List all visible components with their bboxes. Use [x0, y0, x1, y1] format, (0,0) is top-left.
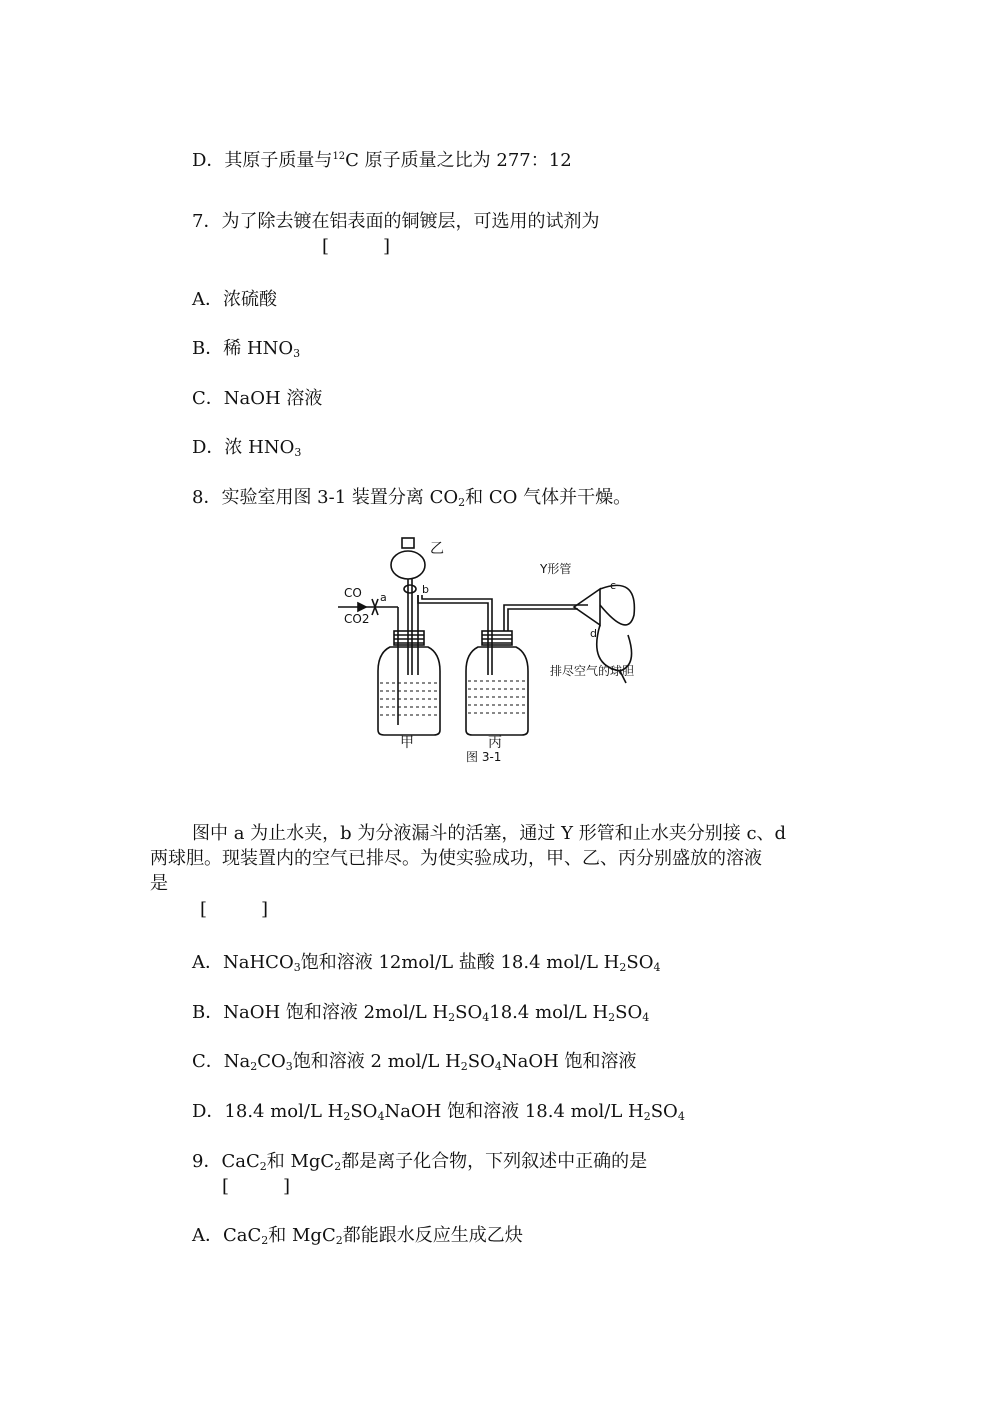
q7-optd-sub: 3 [294, 446, 302, 459]
q9-opta-s1: 2 [261, 1234, 269, 1247]
label-jia: 甲 [400, 735, 414, 751]
q8-optd-s4: 4 [677, 1110, 685, 1123]
q8-optd-t4: SO [650, 1101, 678, 1122]
stopcock-b [404, 585, 416, 593]
q8-option-d [192, 1100, 685, 1129]
q8-optc-t3: 饱和溶液 2 mol/L H [292, 1051, 461, 1072]
q8-optb-t4: SO [615, 1002, 643, 1023]
q9-stem-s1: 2 [259, 1160, 267, 1173]
q8-option-a [192, 951, 660, 980]
label-c: c [610, 579, 617, 592]
q6-optd-text2: C 原子质量之比为 277：12 [345, 150, 572, 171]
label-bladder: 排尽空气的球胆 [550, 664, 635, 678]
q9-answer-bracket: [ ] [222, 1176, 291, 1197]
q8-optb-t3: 18.4 mol/L H [489, 1002, 609, 1023]
q7-option-c: C．NaOH 溶液 [192, 388, 323, 409]
q8-desc-line3: 是 [150, 873, 168, 894]
q9-opta-t2: 和 MgC [268, 1225, 336, 1246]
q6-optd-sup: 12 [332, 151, 346, 162]
q8-optb-s1: 2 [448, 1011, 456, 1024]
q7-option-a: A．浓硫酸 [192, 289, 277, 310]
q8-optc-t5: NaOH 饱和溶液 [501, 1051, 637, 1072]
q8-stem-sub: 2 [458, 496, 466, 509]
label-co: CO [344, 586, 362, 600]
q8-optd-t2: SO [350, 1101, 378, 1122]
q8-optc-t4: SO [467, 1051, 495, 1072]
q8-optd-s3: 2 [643, 1110, 651, 1123]
q8-desc-line1: 图中 a 为止水夹，b 为分液漏斗的活塞，通过 Y 形管和止水夹分别接 c、d [192, 823, 787, 844]
q8-opta-s1: 3 [293, 961, 301, 974]
q8-optb-s4: 4 [642, 1011, 650, 1024]
q8-option-b [192, 1001, 649, 1030]
bottle-bing [466, 647, 528, 735]
q8-opta-t3: SO [626, 952, 654, 973]
separatory-funnel [391, 551, 425, 579]
label-d: d [590, 627, 597, 640]
q8-optd-t3: NaOH 饱和溶液 18.4 mol/L H [384, 1101, 644, 1122]
y-tube [574, 589, 600, 625]
q7-stem: 7．为了除去镀在铝表面的铜镀层，可选用的试剂为 [192, 211, 600, 232]
q8-opta-t1: A．NaHCO [192, 952, 294, 973]
label-co2: CO2 [344, 612, 370, 626]
funnel-stopper [402, 538, 414, 548]
q8-stem-text: 8．实验室用图 3-1 装置分离 CO [192, 487, 459, 508]
q9-opta-t3: 都能跟水反应生成乙炔 [342, 1225, 523, 1246]
label-b: b [422, 583, 429, 596]
q8-optc-t1: C．Na [192, 1051, 251, 1072]
label-ytube: Y形管 [540, 562, 572, 576]
q6-option-d [192, 145, 572, 173]
q8-desc-line2: 两球胆。现装置内的空气已排尽。为使实验成功，甲、乙、丙分别盛放的溶液 [150, 848, 762, 869]
q8-opta-t2: 饱和溶液 12mol/L 盐酸 18.4 mol/L H [300, 952, 620, 973]
inlet-arrowhead [358, 603, 366, 611]
q8-opta-s2: 2 [619, 961, 627, 974]
q9-opta-s2: 2 [335, 1234, 343, 1247]
q8-stem-text2: 和 CO 气体并干燥。 [465, 487, 632, 508]
q8-optb-s3: 2 [608, 1011, 616, 1024]
q8-optd-s1: 2 [343, 1110, 351, 1123]
q9-stem-t1: 9．CaC [192, 1151, 260, 1172]
q8-stem [192, 486, 631, 515]
q8-optc-s4: 4 [494, 1060, 502, 1073]
q6-optd-text: D．其原子质量与 [192, 150, 333, 171]
figure-caption: 图 3-1 [466, 750, 502, 764]
q8-optd-t1: D．18.4 mol/L H [192, 1101, 344, 1122]
q9-stem-s2: 2 [334, 1160, 342, 1173]
q8-opta-s3: 4 [653, 961, 661, 974]
q8-optb-t1: B．NaOH 饱和溶液 2mol/L H [192, 1002, 449, 1023]
label-bing: 丙 [488, 735, 502, 751]
bladder-c [600, 585, 634, 625]
q9-opta-t1: A．CaC [192, 1225, 262, 1246]
q7-option-b [192, 337, 300, 366]
q7-option-d [192, 436, 301, 465]
q7-optb-text: B．稀 HNO [192, 338, 294, 359]
q8-optd-s2: 4 [377, 1110, 385, 1123]
label-a: a [380, 591, 387, 604]
q9-stem-t3: 都是离子化合物，下列叙述中正确的是 [341, 1151, 648, 1172]
q8-optb-s2: 4 [482, 1011, 490, 1024]
q7-optd-text: D．浓 HNO [192, 437, 295, 458]
q9-option-a [192, 1224, 523, 1253]
q8-optc-s3: 2 [460, 1060, 468, 1073]
q7-answer-bracket: [ ] [322, 236, 391, 257]
q8-optc-s2: 3 [285, 1060, 293, 1073]
apparatus-figure [338, 535, 660, 765]
label-yi: 乙 [430, 541, 444, 557]
q9-stem-t2: 和 MgC [266, 1151, 335, 1172]
q8-optb-t2: SO [455, 1002, 483, 1023]
q8-optc-t2: CO [257, 1051, 286, 1072]
q7-optb-sub: 3 [293, 347, 301, 360]
q8-answer-bracket: [ ] [200, 899, 269, 920]
q8-option-c [192, 1050, 637, 1079]
q8-optc-s1: 2 [250, 1060, 258, 1073]
